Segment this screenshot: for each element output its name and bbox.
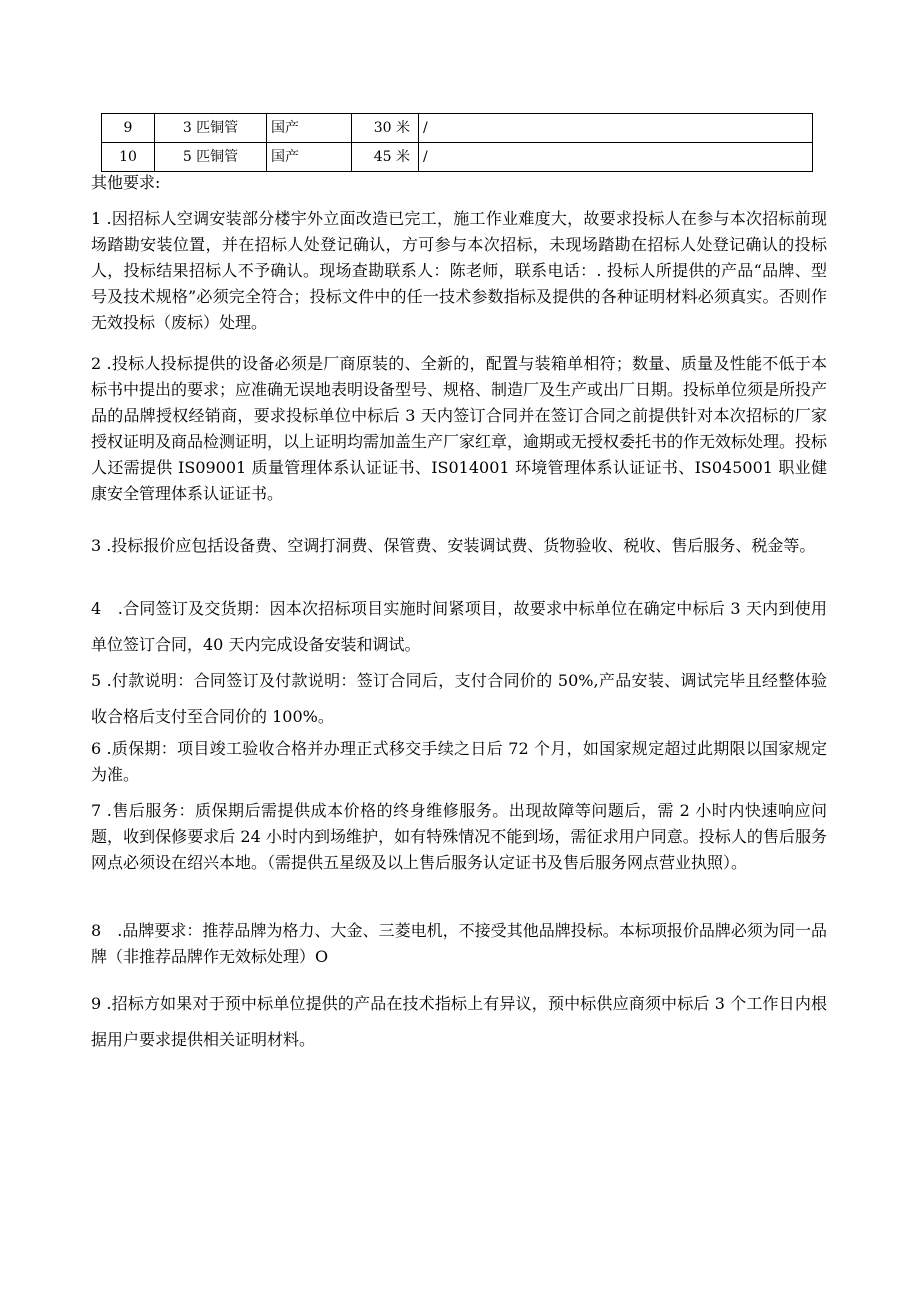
requirement-4: 4 .合同签订及交货期：因本次招标项目实施时间紧项目，故要求中标单位在确定中标后 3 天内到使用单位签订合同，40 天内完成设备安装和调试。 bbox=[91, 599, 827, 654]
table-row bbox=[102, 143, 813, 172]
table-row bbox=[102, 114, 813, 143]
requirement-1: 1 .因招标人空调安装部分楼宇外立面改造已完工，施工作业难度大，故要求投标人在参与本次招标前现场踏勘安装位置，并在招标人处登记确认，方可参与本次招标，未现场踏勘在招标人处登记确认的投标人，投标结果招标人不予确认。现场查勘联系人：陈老师，联系电话：. 投标人所提供的产品“品牌、型号及技术规格”必须完全符合；投标文件中的任一技术参数指标及提供的各种证明材料必须真实。否则作无效投标（废标）处理。 bbox=[91, 209, 827, 332]
item-name: 3 匹铜管 bbox=[155, 114, 267, 143]
requirement-3: 3 .投标报价应包括设备费、空调打洞费、保管费、安装调试费、货物验收、税收、售后服务、税金等。 bbox=[91, 536, 816, 555]
requirement-5: 5 .付款说明：合同签订及付款说明：签订合同后，支付合同价的 50%,产品安装、调试完毕且经整体验收合格后支付至合同价的 100%。 bbox=[91, 671, 827, 726]
row-number: 10 bbox=[102, 143, 155, 172]
section-title: 其他要求: bbox=[91, 173, 161, 192]
requirement-9: 9 .招标方如果对于预中标单位提供的产品在技术指标上有异议，预中标供应商须中标后 3 个工作日内根据用户要求提供相关证明材料。 bbox=[91, 994, 827, 1049]
item-note: / bbox=[419, 143, 813, 172]
row-number: 9 bbox=[102, 114, 155, 143]
item-origin: 国产 bbox=[267, 143, 352, 172]
requirement-6: 6 .质保期：项目竣工验收合格并办理正式移交手续之日后 72 个月，如国家规定超过此期限以国家规定为准。 bbox=[91, 739, 827, 784]
item-name: 5 匹铜管 bbox=[155, 143, 267, 172]
item-quantity: 30 米 bbox=[352, 114, 419, 143]
requirement-8: 8 .品牌要求：推荐品牌为格力、大金、三菱电机，不接受其他品牌投标。本标项报价品牌必须为同一品牌（非推荐品牌作无效标处理）O bbox=[91, 921, 827, 966]
requirement-7: 7 .售后服务：质保期后需提供成本价格的终身维修服务。出现故障等问题后，需 2 小时内快速响应问题，收到保修要求后 24 小时内到场维护，如有特殊情况不能到场，需征求用户同意。投标人的售后服务网点必须设在绍兴本地。（需提供五星级及以上售后服务认定证书及售后服务网点营业执照）。 bbox=[91, 801, 827, 872]
item-origin: 国产 bbox=[267, 114, 352, 143]
requirement-2: 2 .投标人投标提供的设备必须是厂商原装的、全新的，配置与装箱单相符；数量、质量及性能不低于本标书中提出的要求；应准确无误地表明设备型号、规格、制造厂及生产或出厂日期。投标单位须是所投产品的品牌授权经销商，要求投标单位中标后 3 天内签订合同并在签订合同之前提供针对本次招标的厂家授权证明及商品检测证明，以上证明均需加盖生产厂家红章，逾期或无授权委托书的作无效标处理。投标人还需提供 IS09001 质量管理体系认证证书、IS014001 环境管理体系认证证书、IS045001 职业健康安全管理体系认证证书。 bbox=[91, 354, 828, 503]
item-quantity: 45 米 bbox=[352, 143, 419, 172]
item-note: / bbox=[419, 114, 813, 143]
materials-table bbox=[101, 113, 813, 172]
